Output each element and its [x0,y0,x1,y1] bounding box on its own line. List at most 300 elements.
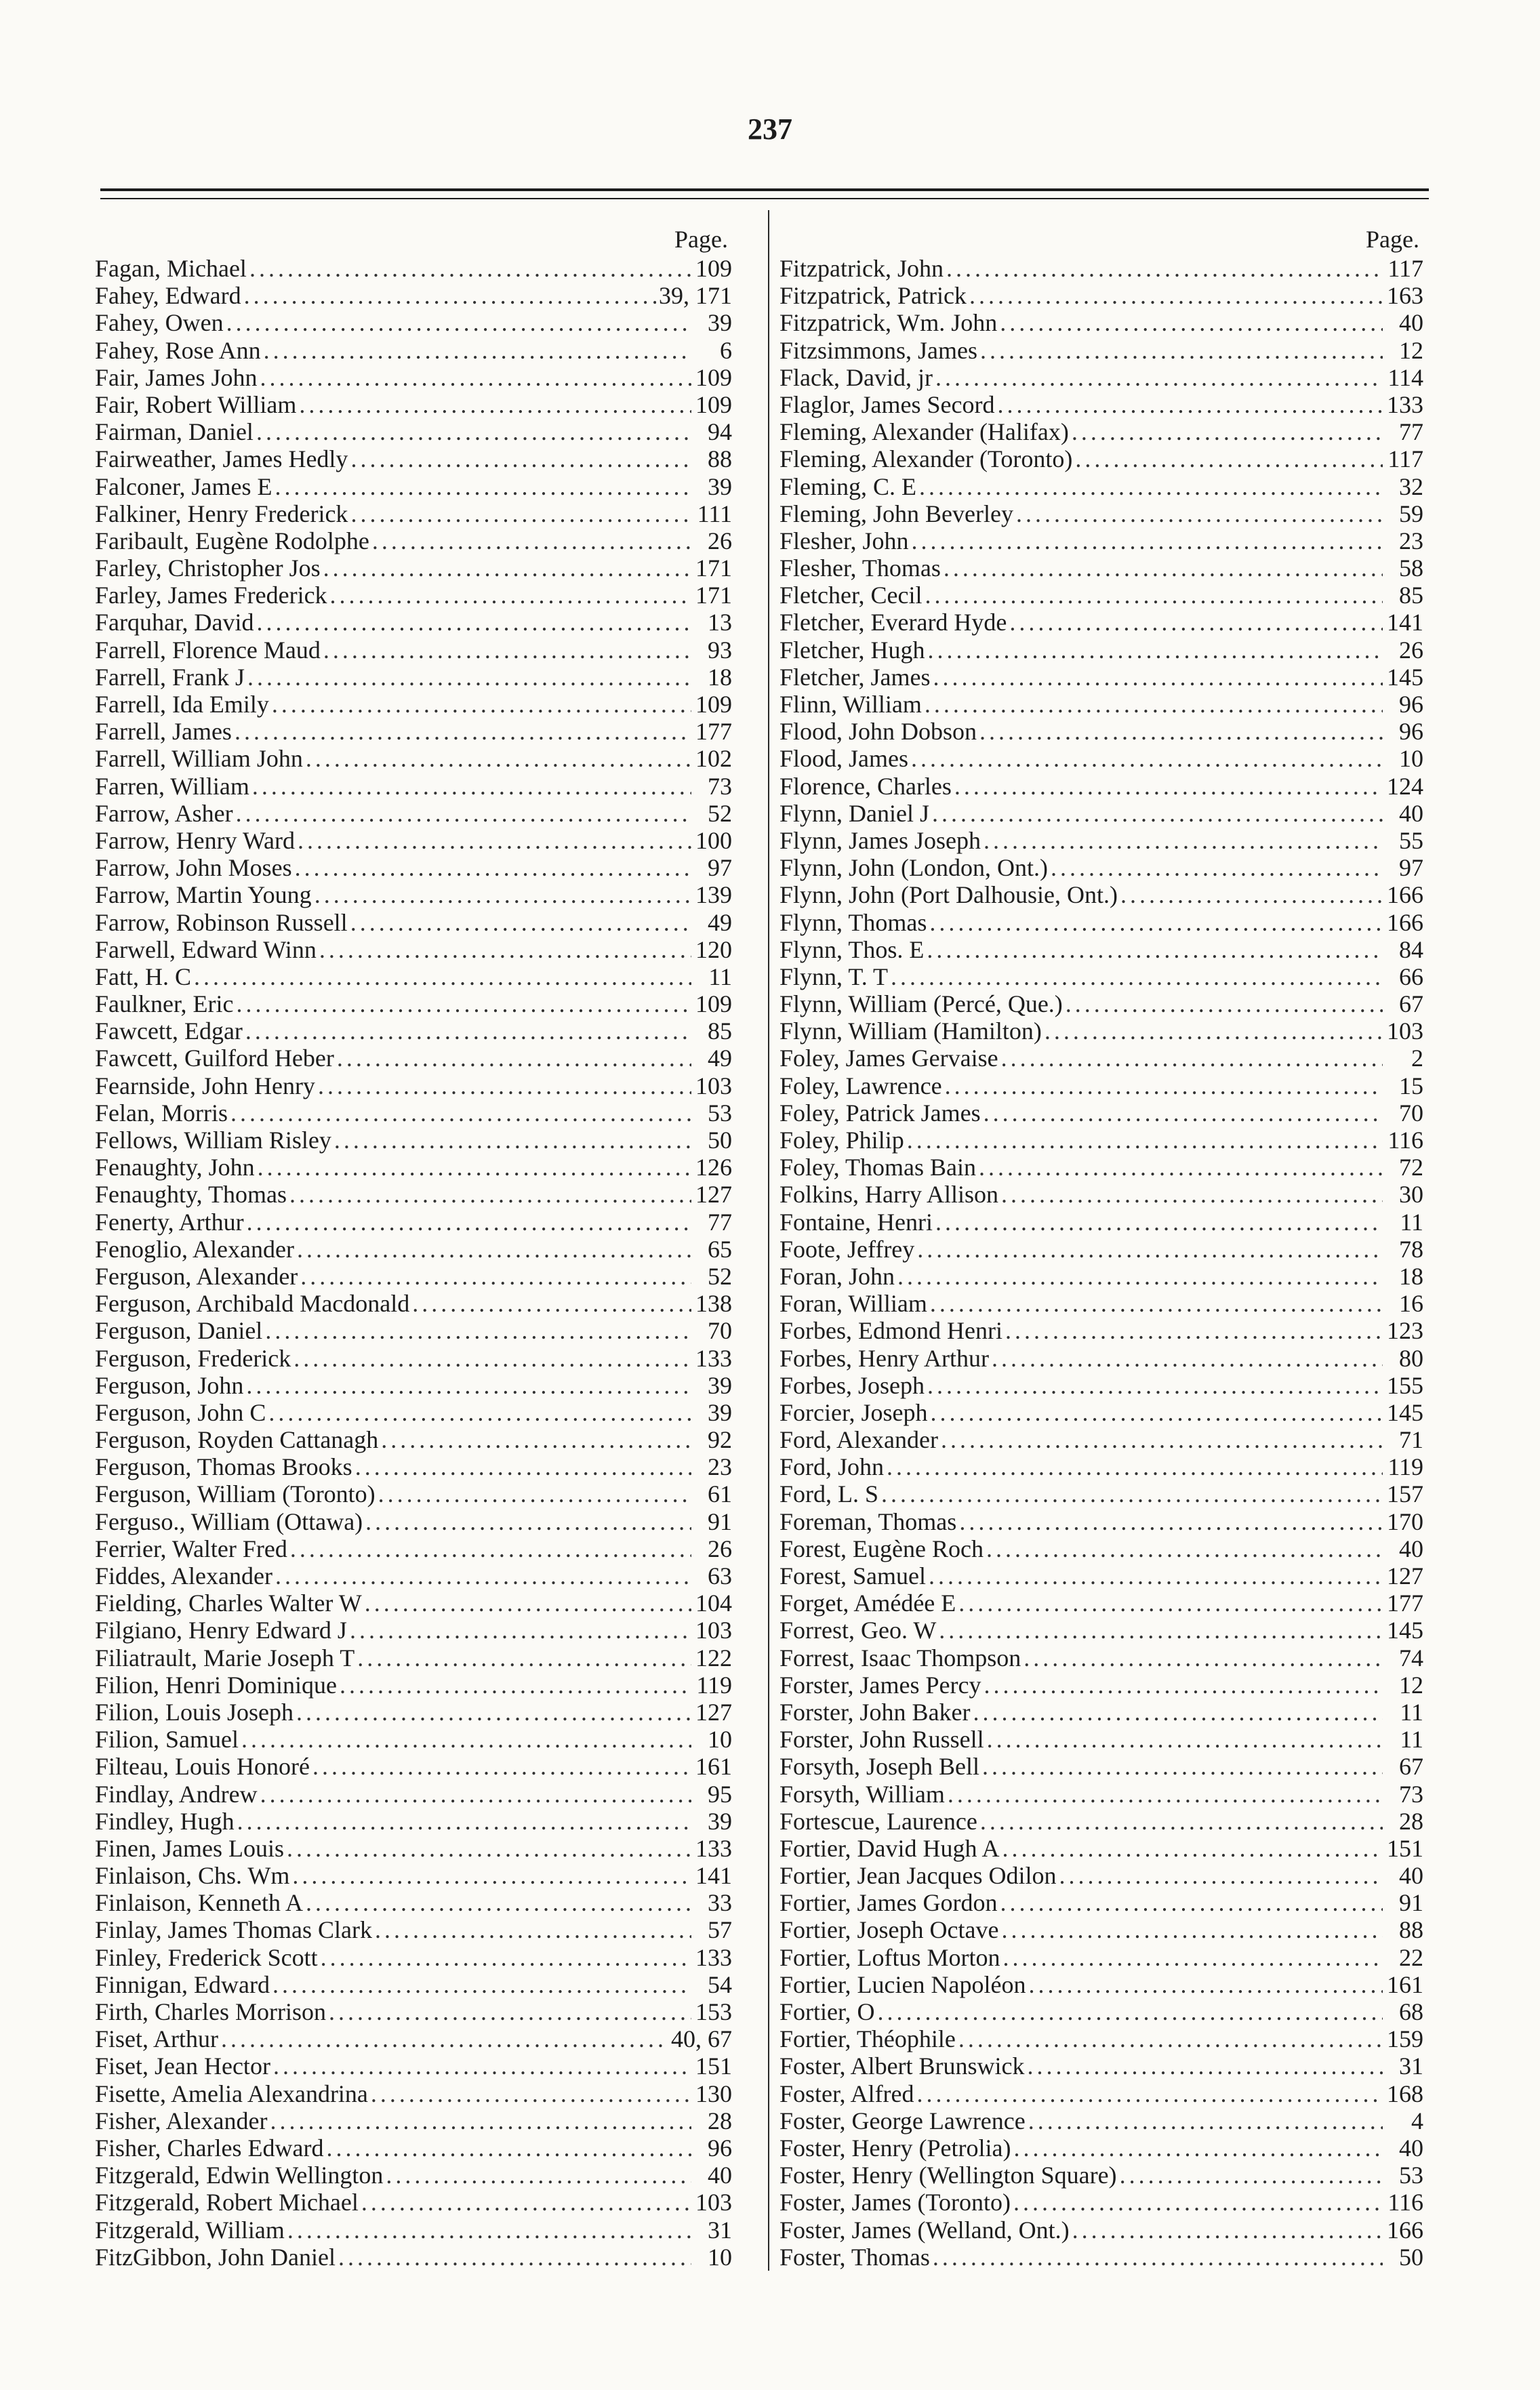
index-entry [95,1236,732,1263]
entry-page: 103 [695,1617,732,1644]
entry-name: Ferguson, John [95,1371,244,1399]
index-entry [95,2244,732,2271]
entry-page: 122 [695,1644,732,1672]
dot-leader [925,582,1383,609]
entry-name: Farrow, John Moses [95,854,292,882]
entry-page: 70 [708,1317,732,1345]
dot-leader [948,1781,1383,1808]
index-entry [95,609,732,636]
index-entry [779,1154,1423,1181]
entry-name: Fortier, Lucien Napoléon [779,1970,1026,1998]
dot-leader [1005,1317,1383,1344]
entry-page: 2 [1411,1045,1423,1072]
dot-leader [1072,418,1383,445]
dot-leader [237,990,692,1017]
dot-leader [265,1317,691,1344]
entry-name: Flesher, John [779,527,909,554]
entry-name: Forrest, Geo. W [779,1617,937,1644]
index-entry [779,1726,1423,1753]
entry-page: 133 [1387,390,1423,418]
index-entry [95,309,732,336]
dot-leader [244,282,656,309]
entry-page: 91 [1399,1889,1423,1917]
index-entry [779,282,1423,309]
dot-leader [954,773,1383,800]
entry-page: 139 [695,881,732,909]
entry-page: 166 [1387,881,1423,909]
dot-leader [984,1672,1383,1699]
entry-name: Falkiner, Henry Frederick [95,500,348,527]
dot-leader [932,800,1383,827]
dot-leader [237,1808,691,1835]
dot-leader [1028,2107,1383,2134]
index-entry [95,418,732,445]
entry-name: Ferguso., William (Ottawa) [95,1507,363,1535]
entry-name: Filgiano, Henry Edward J [95,1617,347,1644]
dot-leader [1013,2134,1383,2162]
entry-name: Finlay, James Thomas Clark [95,1916,372,1944]
entry-page: 114 [1387,363,1423,391]
index-entry [779,2052,1423,2080]
entry-page: 57 [708,1916,732,1944]
entry-name: Findlay, Andrew [95,1780,258,1808]
dot-leader [194,963,691,990]
entry-name: Fair, James John [95,363,258,391]
index-entry [95,2134,732,2162]
entry-page: 55 [1399,826,1423,854]
entry-name: Forest, Eugène Roch [779,1535,984,1562]
index-entry [779,1181,1423,1208]
entry-page: 155 [1387,1371,1423,1399]
entry-page: 127 [1387,1562,1423,1589]
entry-page: 96 [1399,691,1423,718]
column-header-right: Page. [1366,226,1419,253]
entry-page: 94 [708,418,732,446]
entry-page: 161 [1387,1970,1423,1998]
index-entry [95,1017,732,1045]
dot-leader [306,1889,691,1916]
index-entry [779,1263,1423,1290]
entry-name: Finen, James Louis [95,1834,284,1862]
dot-leader [412,1290,691,1317]
dot-leader [881,1480,1383,1507]
index-entry [95,909,732,936]
dot-leader [275,1562,691,1589]
entry-name: Fiset, Jean Hector [95,2052,270,2080]
entry-name: Filion, Samuel [95,1726,239,1754]
entry-page: 39 [708,1398,732,1426]
index-entry [95,1781,732,1808]
entry-page: 40 [1399,799,1423,827]
index-entry [779,1971,1423,1998]
index-entry [779,1617,1423,1644]
entry-name: Ferguson, Royden Cattanagh [95,1426,379,1454]
dot-leader [917,2080,1383,2107]
dot-leader [296,1699,691,1726]
entry-page: 71 [1399,1426,1423,1454]
dot-leader [998,391,1383,418]
entry-name: Finlaison, Chs. Wm [95,1862,290,1890]
entry-name: Fisher, Charles Edward [95,2134,324,2162]
entry-name: Fortier, Loftus Morton [779,1943,1000,1971]
index-entry [95,2052,732,2080]
index-entry [779,1672,1423,1699]
entry-name: Foley, Philip [779,1127,904,1154]
entry-page: 133 [695,1344,732,1372]
index-entry [779,1944,1423,1971]
entry-page: 23 [1399,527,1423,554]
entry-name: Fearnside, John Henry [95,1072,315,1099]
index-entry [779,636,1423,664]
entry-page: 52 [708,799,732,827]
index-entry [779,881,1423,908]
entry-page: 145 [1387,663,1423,691]
dot-leader [987,1726,1383,1753]
index-entry [95,1045,732,1072]
dot-leader [247,664,691,691]
dot-leader [973,1699,1383,1726]
entry-name: Foote, Jeffrey [779,1235,915,1263]
entry-page: 40, 67 [671,2025,732,2053]
entry-page: 102 [695,745,732,773]
dot-leader [979,718,1383,745]
entry-page: 16 [1399,1290,1423,1318]
entry-page: 4 [1411,2107,1423,2134]
entry-name: Flood, John Dobson [779,718,977,746]
index-entry [95,582,732,609]
dot-leader [273,2052,691,2080]
entry-page: 50 [708,1127,732,1154]
column-header-left: Page. [674,226,728,253]
entry-name: Forbes, Edmond Henri [779,1317,1002,1345]
entry-page: 104 [695,1589,732,1617]
entry-name: Flynn, James Joseph [779,826,981,854]
entry-name: Foster, George Lawrence [779,2107,1026,2134]
index-entry [95,745,732,772]
dot-leader [958,1589,1383,1617]
entry-page: 177 [1387,1589,1423,1617]
index-entry [95,1099,732,1127]
index-entry [779,664,1423,691]
index-entry [95,1453,732,1480]
entry-page: 10 [708,2243,732,2271]
dot-leader [321,1944,691,1971]
index-entry [95,1644,732,1672]
entry-name: Flynn, John (Port Dalhousie, Ont.) [779,881,1118,909]
entry-page: 117 [1387,445,1423,473]
index-entry [95,2025,732,2052]
index-entry [95,1345,732,1372]
index-entry [95,936,732,963]
index-entry [779,309,1423,336]
dot-leader [891,963,1383,990]
dot-leader [933,2244,1383,2271]
index-entry [95,1181,732,1208]
entry-page: 49 [708,1045,732,1072]
header-rule-thick [100,188,1429,191]
entry-page: 23 [708,1453,732,1481]
entry-name: Fontaine, Henri [779,1208,933,1236]
entry-page: 11 [1400,1208,1423,1236]
entry-page: 130 [695,2080,732,2107]
index-entry [95,2162,732,2189]
entry-page: 103 [695,2189,732,2216]
dot-leader [992,1345,1383,1372]
entry-page: 109 [695,990,732,1018]
entry-name: Fenaughty, Thomas [95,1181,287,1209]
entry-name: Foster, Thomas [779,2243,930,2271]
entry-page: 78 [1399,1235,1423,1263]
dot-leader [1016,500,1383,527]
entry-name: Florence, Charles [779,772,952,800]
entry-page: 97 [1399,854,1423,882]
dot-leader [979,1154,1383,1181]
dot-leader [1072,2216,1383,2244]
index-entry [779,1236,1423,1263]
dot-leader [378,1480,691,1507]
entry-name: Flynn, William (Hamilton) [779,1017,1042,1045]
index-entry [95,1971,732,1998]
entry-name: Felan, Morris [95,1099,228,1127]
index-entry [779,1562,1423,1589]
dot-leader [986,1535,1383,1562]
entry-page: 58 [1399,554,1423,582]
entry-name: Fleming, C. E [779,472,917,500]
entry-page: 124 [1387,772,1423,800]
entry-name: Fiddes, Alexander [95,1562,272,1589]
index-entry [779,391,1423,418]
entry-name: Filion, Louis Joseph [95,1698,294,1726]
index-column-left [95,224,732,2271]
index-entry [95,1589,732,1617]
index-entry [779,1998,1423,2025]
index-entry [779,1290,1423,1317]
entry-page: 54 [708,1970,732,1998]
entry-name: Farrell, Florence Maud [95,636,321,664]
entry-name: Farrow, Robinson Russell [95,908,348,936]
dot-leader [982,1753,1383,1780]
index-entry [779,773,1423,800]
entry-name: Foster, James (Toronto) [779,2189,1011,2216]
entry-page: 171 [695,582,732,609]
dot-leader [929,909,1383,936]
entry-page: 138 [695,1290,732,1318]
entry-page: 145 [1387,1617,1423,1644]
dot-leader [256,418,691,445]
index-entry [95,827,732,854]
dot-leader [1002,1835,1383,1862]
dot-leader [268,1399,691,1426]
index-entry [779,418,1423,445]
dot-leader [1075,445,1383,472]
entry-name: Flynn, John (London, Ont.) [779,854,1048,882]
entry-page: 12 [1399,336,1423,364]
entry-name: Fenaughty, John [95,1154,255,1181]
entry-name: Fitzgerald, William [95,2216,285,2244]
index-entry [779,2080,1423,2107]
entry-name: Foley, Thomas Bain [779,1154,976,1181]
dot-leader [375,1916,691,1943]
entry-page: 151 [1387,1834,1423,1862]
entry-page: 117 [1387,255,1423,282]
entry-name: Fletcher, James [779,663,931,691]
entry-name: Foley, Patrick James [779,1099,981,1127]
dot-leader [1001,1181,1383,1208]
dot-leader [306,745,691,772]
entry-page: 31 [1399,2052,1423,2080]
dot-leader [935,364,1383,391]
entry-page: 141 [695,1862,732,1890]
entry-name: Flynn, T. T [779,963,889,990]
entry-name: Ferguson, Archibald Macdonald [95,1290,410,1318]
index-entry [779,1781,1423,1808]
index-entry [779,691,1423,718]
index-entry [95,1209,732,1236]
entry-name: Fitzsimmons, James [779,336,978,364]
entry-page: 63 [708,1562,732,1589]
entry-name: Fitzpatrick, John [779,255,944,282]
index-entry [95,2189,732,2216]
dot-leader [300,1263,691,1290]
entry-page: 77 [1399,418,1423,446]
entry-page: 18 [1399,1262,1423,1290]
entry-page: 39 [708,309,732,337]
dot-leader [357,1644,691,1672]
index-entry [95,282,732,309]
entry-page: 166 [1387,908,1423,936]
entry-page: 119 [696,1671,732,1699]
index-entry [779,1753,1423,1780]
entry-name: Farrow, Asher [95,799,233,827]
entry-name: Fletcher, Cecil [779,582,923,609]
entry-name: Forster, James Percy [779,1671,981,1699]
index-list-left [95,255,732,2271]
index-list-right [779,255,1423,2271]
dot-leader [1028,2052,1383,2080]
index-entry [779,2107,1423,2134]
entry-name: Fawcett, Guilford Heber [95,1045,334,1072]
entry-name: Fellows, William Risley [95,1127,331,1154]
entry-name: Foley, James Gervaise [779,1045,998,1072]
entry-name: Forrest, Isaac Thompson [779,1644,1021,1672]
entry-page: 119 [1387,1453,1423,1481]
entry-page: 12 [1399,1671,1423,1699]
entry-name: Filion, Henri Dominique [95,1671,337,1699]
index-entry [779,2162,1423,2189]
entry-name: Farren, William [95,772,249,800]
dot-leader [241,1726,691,1753]
entry-name: Fawcett, Edgar [95,1017,243,1045]
entry-page: 40 [1399,1535,1423,1562]
entry-name: Ford, John [779,1453,885,1481]
entry-page: 72 [1399,1154,1423,1181]
index-entry [95,1535,732,1562]
dot-leader [235,718,691,745]
entry-page: 32 [1399,472,1423,500]
entry-name: Flaglor, James Secord [779,390,995,418]
entry-name: Finnigan, Edward [95,1970,270,1998]
index-entry [95,445,732,472]
entry-name: Fenerty, Arthur [95,1208,244,1236]
entry-page: 145 [1387,1398,1423,1426]
dot-leader [927,936,1383,963]
entry-page: 40 [1399,2134,1423,2162]
dot-leader [928,636,1383,664]
entry-name: Findley, Hugh [95,1807,235,1835]
dot-leader [350,1617,691,1644]
index-entry [95,1263,732,1290]
entry-page: 109 [695,255,732,282]
entry-name: Flood, James [779,745,909,773]
dot-leader [980,337,1383,364]
index-entry [95,1399,732,1426]
entry-page: 40 [1399,1862,1423,1890]
index-entry [779,1508,1423,1535]
index-entry [95,391,732,418]
dot-leader [907,1127,1383,1154]
entry-name: Foster, James (Welland, Ont.) [779,2216,1070,2244]
entry-name: Ferrier, Walter Fred [95,1535,287,1562]
entry-name: Fortier, O [779,1998,875,2025]
entry-name: Fleming, Alexander (Halifax) [779,418,1069,446]
index-entry [779,1644,1423,1672]
dot-leader [897,1263,1383,1290]
dot-leader [236,800,691,827]
entry-name: Fairweather, James Hedly [95,445,348,473]
entry-name: Forget, Amédée E [779,1589,956,1617]
entry-name: Fisette, Amelia Alexandrina [95,2080,368,2107]
entry-name: Ferguson, Alexander [95,1262,298,1290]
entry-page: 11 [1400,1726,1423,1754]
entry-page: 11 [1400,1698,1423,1726]
index-entry [95,1916,732,1943]
entry-page: 22 [1399,1943,1423,1971]
index-entry [95,1944,732,1971]
entry-name: Fortescue, Laurence [779,1807,977,1835]
index-entry [779,1453,1423,1480]
index-entry [95,718,732,745]
entry-page: 39 [708,1371,732,1399]
index-entry [779,1099,1423,1127]
index-entry [95,1480,732,1507]
entry-page: 28 [708,2107,732,2134]
index-entry [779,2189,1423,2216]
entry-name: Flynn, Thos. E [779,935,925,963]
dot-leader [270,2107,692,2134]
entry-name: Fair, Robert William [95,390,297,418]
index-entry [779,255,1423,282]
dot-leader [272,1971,691,1998]
entry-name: Farrell, William John [95,745,303,773]
entry-name: Fitzpatrick, Patrick [779,282,967,310]
index-entry [779,1345,1423,1372]
dot-leader [1001,1045,1383,1072]
entry-page: 67 [1399,1753,1423,1781]
dot-leader [1120,2162,1383,2189]
entry-name: Forest, Samuel [779,1562,926,1589]
entry-page: 97 [708,854,732,882]
entry-name: Ferguson, John C [95,1398,266,1426]
index-entry [95,1835,732,1862]
dot-leader [365,1508,691,1535]
entry-name: Ferguson, Thomas Brooks [95,1453,352,1481]
dot-leader [919,473,1383,500]
dot-leader [917,1236,1383,1263]
index-entry [95,500,732,527]
entry-name: FitzGibbon, John Daniel [95,2243,336,2271]
index-entry [95,364,732,391]
dot-leader [1120,881,1383,908]
